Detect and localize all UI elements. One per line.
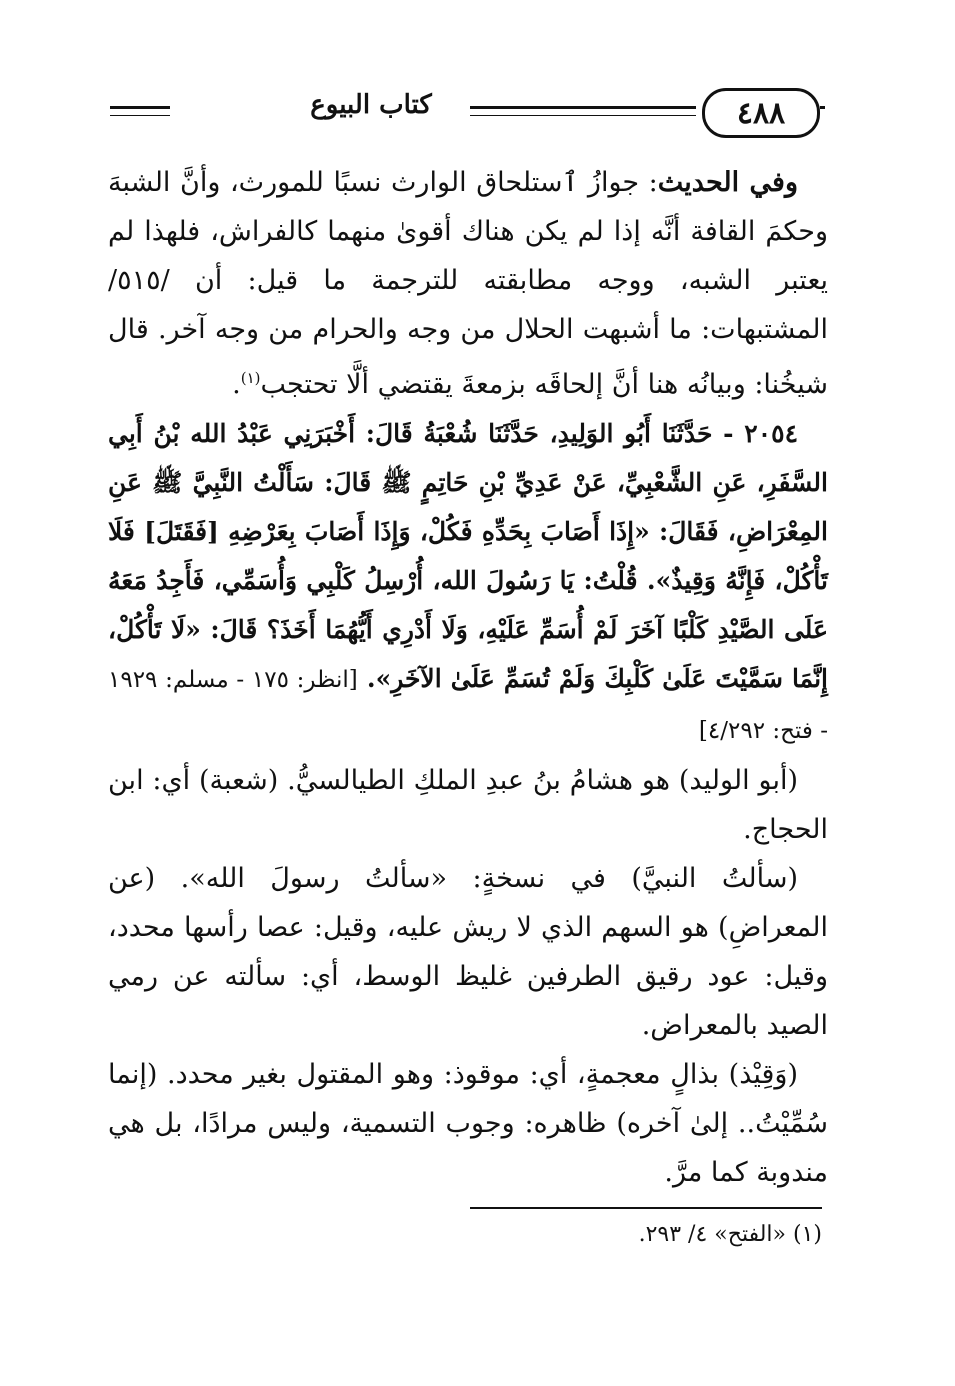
footnote-separator: [470, 1207, 822, 1209]
book-title: كتاب البيوع: [310, 90, 432, 120]
header-rule-right: [820, 106, 825, 109]
paragraph-text: : جوازُ ٱستلحاق الوارث نسبًا للمورث، وأنَّ الشبهَ وحكمَ القافة أنَّه إذا لم يكن هناك أقوىٰ منهما كالفراش، فلهذا لم يعتبر الشبه، ووجه مطابقته للترجمة ما قيل: أن /٥١٥/ المشتبهات: ما أشبهت الحلال من وجه والحرام من وجه آخر. قال شيخُنا: وبيانُه هنا أنَّ إلحاقَه بزمعةَ يقتضي ألَّا تحتجب: [108, 167, 828, 400]
hadith-body: ٢٠٥٤ - حَدَّثَنَا أَبُو الوَلِيدِ، حَدَّثَنَا شُعْبَةُ قَالَ: أَخْبَرَنِي عَبْدُ الله بْنُ أَبِي السَّفَرِ، عَنِ الشَّعْبِيِّ، عَنْ عَدِيِّ بْنِ حَاتِمٍ ﷺ قَالَ: سَأَلْتُ النَّبِيَّ ﷺ عَنِ المِعْرَاضِ، فَقَالَ: «إِذَا أَصَابَ بِحَدِّهِ فَكُلْ، وَإِذَا أَصَابَ بِعَرْضِهِ [فَقَتَلَ] فَلَا تَأْكُلْ، فَإِنَّهُ وَقِيذٌ». قُلْتُ: يَا رَسُولَ الله، أُرْسِلُ كَلْبِي وَأُسَمِّي، فَأَجِدُ مَعَهُ عَلَى الصَّيْدِ كَلْبًا آخَرَ لَمْ أُسَمِّ عَلَيْهِ، وَلَا أَدْرِي أَيُّهُمَا أَخَذَ؟ قَالَ: «لَا تَأْكُلْ، إِنَّمَا سَمَّيْتَ عَلَىٰ كَلْبِكَ وَلَمْ تُسَمِّ عَلَىٰ الآخَرِ».: [108, 419, 828, 693]
header-rule-left: [110, 106, 170, 109]
hadith-text: [108, 409, 828, 756]
header-rule-middle-thin: [470, 115, 696, 116]
paragraph-commentary-4: (وَقِيْذ) بذالٍ معجمةٍ، أي: موقوذ: وهو المقتول بغير محدد. (إنما سُمِّيْتُ.. إلىٰ آخره) ظاهره: وجوب التسمية، وليس مرادًا، بل هي مندوبة كما مرَّ.: [108, 1059, 828, 1188]
footnote-marker: (١): [240, 369, 261, 387]
paragraph-commentary-2: (أبو الوليد) هو هشامُ بنُ عبدِ الملكِ الطيالسيُّ. (شعبة) أي: ابن الحجاج.: [108, 765, 828, 845]
lead-term: وفي الحديث: [657, 167, 798, 198]
main-text: [108, 158, 828, 1197]
page-number: ٤٨٨: [702, 88, 820, 138]
header-rule-middle: [470, 106, 696, 109]
page-header: [110, 88, 825, 138]
header-rule-left-thin: [110, 115, 170, 116]
paragraph-end: .: [232, 369, 241, 400]
footnote: (١) «الفتح» ٤/ ٢٩٣.: [638, 1222, 822, 1247]
hadith-reference: [انظر: ١٧٥ - مسلم: ١٩٢٩ - فتح: ٤/٢٩٢]: [108, 667, 828, 744]
paragraph-commentary-3: (سألتُ النبيَّ) في نسخةٍ: «سألتُ رسولَ الله». (عن المعراضِ) هو السهم الذي لا ريش عليه، وقيل: عصا رأسها محدد، وقيل: عود رقيق الطرفين غليظ الوسط، أي: سألته عن رمي الصيد بالمعراض.: [108, 863, 828, 1041]
paragraph-commentary-1: [108, 158, 828, 409]
